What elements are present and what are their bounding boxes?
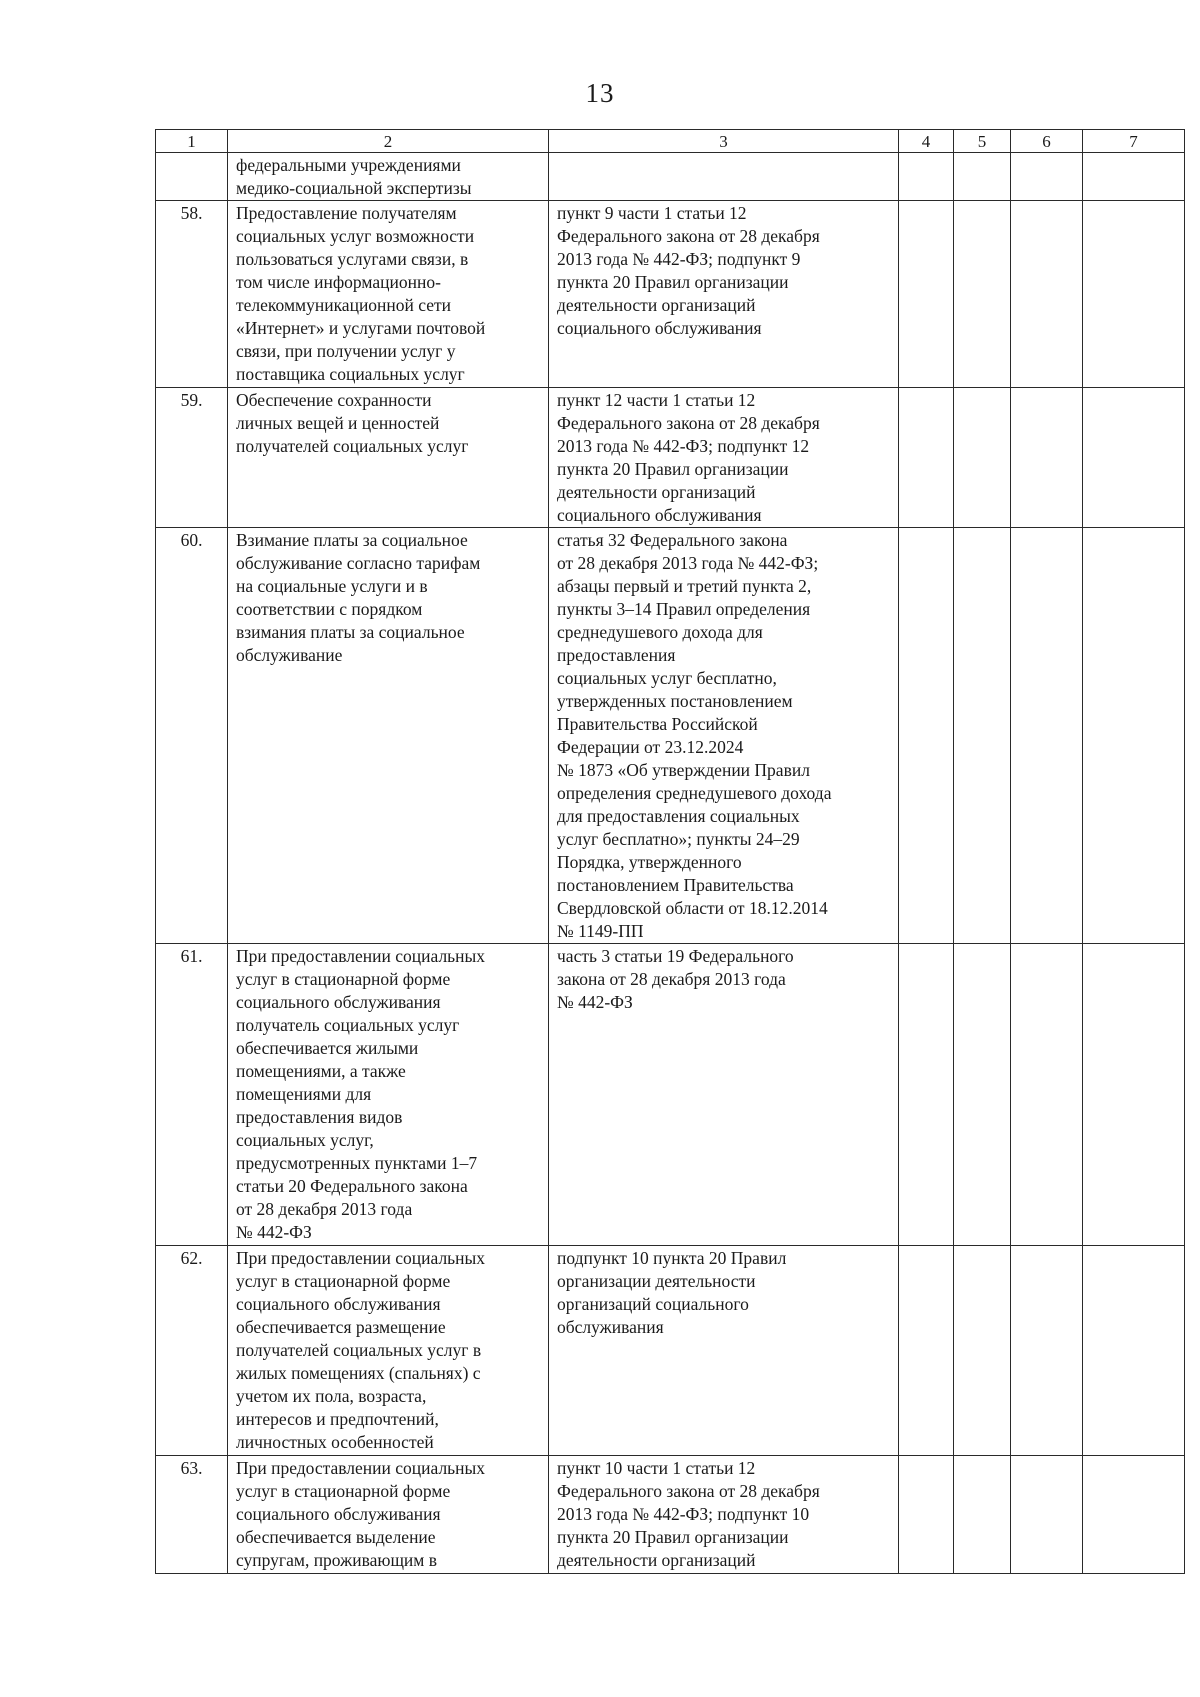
legal-basis-text: часть 3 статьи 19 Федерального закона от 28 декабря 2013 года № 442-ФЗ bbox=[549, 944, 899, 1246]
column-header-1: 1 bbox=[156, 130, 228, 153]
cell-col-6 bbox=[1011, 1246, 1083, 1456]
cell-col-4 bbox=[899, 153, 954, 201]
table-row bbox=[156, 388, 1185, 528]
cell-col-4 bbox=[899, 944, 954, 1246]
cell-col-4 bbox=[899, 1456, 954, 1574]
requirement-text: При предоставлении социальных услуг в стационарной форме социального обслуживания обеспечивается выделение супругам, проживающим в bbox=[228, 1456, 549, 1574]
requirement-text: При предоставлении социальных услуг в стационарной форме социального обслуживания обеспечивается размещение получателей социальных услуг в жилых помещениях (спальнях) с учетом их пола, возраста, интересов и предпочтений, личностных особенностей bbox=[228, 1246, 549, 1456]
legal-basis-text: статья 32 Федерального закона от 28 декабря 2013 года № 442-ФЗ; абзацы первый и третий пункта 2, пункты 3–14 Правил определения среднедушевого дохода для предоставления социальных услуг бесплатно, утвержденных постановлением Правительства Российской Федерации от 23.12.2024 № 1873 «Об утверждении Правил определения среднедушевого дохода для предоставления социальных услуг бесплатно»; пункты 24–29 Порядка, утвержденного постановлением Правительства Свердловской области от 18.12.2014 № 1149-ПП bbox=[549, 528, 899, 944]
cell-col-6 bbox=[1011, 528, 1083, 944]
table-row bbox=[156, 1456, 1185, 1574]
cell-col-5 bbox=[954, 388, 1011, 528]
row-number bbox=[156, 153, 228, 201]
column-header-2: 2 bbox=[228, 130, 549, 153]
table-row bbox=[156, 1246, 1185, 1456]
legal-basis-text: пункт 10 части 1 статьи 12 Федерального закона от 28 декабря 2013 года № 442-ФЗ; подпункт 10 пункта 20 Правил организации деятельности организаций bbox=[549, 1456, 899, 1574]
requirement-text: федеральными учреждениями медико-социальной экспертизы bbox=[228, 153, 549, 201]
cell-col-7 bbox=[1083, 1456, 1185, 1574]
column-header-6: 6 bbox=[1011, 130, 1083, 153]
legal-basis-text: пункт 12 части 1 статьи 12 Федерального закона от 28 декабря 2013 года № 442-ФЗ; подпункт 12 пункта 20 Правил организации деятельности организаций социального обслуживания bbox=[549, 388, 899, 528]
cell-col-7 bbox=[1083, 153, 1185, 201]
cell-col-5 bbox=[954, 944, 1011, 1246]
legal-basis-text bbox=[549, 153, 899, 201]
header-row bbox=[156, 130, 1185, 153]
cell-col-6 bbox=[1011, 1456, 1083, 1574]
cell-col-6 bbox=[1011, 201, 1083, 388]
cell-col-4 bbox=[899, 1246, 954, 1456]
cell-col-7 bbox=[1083, 388, 1185, 528]
cell-col-4 bbox=[899, 388, 954, 528]
row-number: 58. bbox=[156, 201, 228, 388]
cell-col-7 bbox=[1083, 528, 1185, 944]
row-number: 62. bbox=[156, 1246, 228, 1456]
cell-col-6 bbox=[1011, 944, 1083, 1246]
cell-col-5 bbox=[954, 1246, 1011, 1456]
requirement-text: При предоставлении социальных услуг в стационарной форме социального обслуживания получатель социальных услуг обеспечивается жилыми помещениями, а также помещениями для предоставления видов социальных услуг, предусмотренных пунктами 1–7 статьи 20 Федерального закона от 28 декабря 2013 года № 442-ФЗ bbox=[228, 944, 549, 1246]
requirement-text: Предоставление получателям социальных услуг возможности пользоваться услугами связи, в том числе информационно- телекоммуникационной сети «Интернет» и услугами почтовой связи, при получении услуг у поставщика социальных услуг bbox=[228, 201, 549, 388]
table-row bbox=[156, 153, 1185, 201]
cell-col-5 bbox=[954, 201, 1011, 388]
row-number: 60. bbox=[156, 528, 228, 944]
cell-col-5 bbox=[954, 153, 1011, 201]
column-header-4: 4 bbox=[899, 130, 954, 153]
cell-col-7 bbox=[1083, 944, 1185, 1246]
row-number: 61. bbox=[156, 944, 228, 1246]
cell-col-6 bbox=[1011, 153, 1083, 201]
cell-col-7 bbox=[1083, 1246, 1185, 1456]
column-header-7: 7 bbox=[1083, 130, 1185, 153]
row-number: 63. bbox=[156, 1456, 228, 1574]
table-row bbox=[156, 528, 1185, 944]
cell-col-5 bbox=[954, 528, 1011, 944]
legal-basis-text: пункт 9 части 1 статьи 12 Федерального закона от 28 декабря 2013 года № 442-ФЗ; подпункт 9 пункта 20 Правил организации деятельности организаций социального обслуживания bbox=[549, 201, 899, 388]
column-header-3: 3 bbox=[549, 130, 899, 153]
table-row bbox=[156, 944, 1185, 1246]
cell-col-4 bbox=[899, 528, 954, 944]
requirement-text: Взимание платы за социальное обслуживание согласно тарифам на социальные услуги и в соответствии с порядком взимания платы за социальное обслуживание bbox=[228, 528, 549, 944]
cell-col-6 bbox=[1011, 388, 1083, 528]
requirements-table bbox=[155, 129, 1185, 1574]
table-row bbox=[156, 201, 1185, 388]
cell-col-4 bbox=[899, 201, 954, 388]
column-header-5: 5 bbox=[954, 130, 1011, 153]
row-number: 59. bbox=[156, 388, 228, 528]
legal-basis-text: подпункт 10 пункта 20 Правил организации деятельности организаций социального обслуживания bbox=[549, 1246, 899, 1456]
requirement-text: Обеспечение сохранности личных вещей и ценностей получателей социальных услуг bbox=[228, 388, 549, 528]
cell-col-7 bbox=[1083, 201, 1185, 388]
cell-col-5 bbox=[954, 1456, 1011, 1574]
page-number: 13 bbox=[585, 78, 615, 108]
